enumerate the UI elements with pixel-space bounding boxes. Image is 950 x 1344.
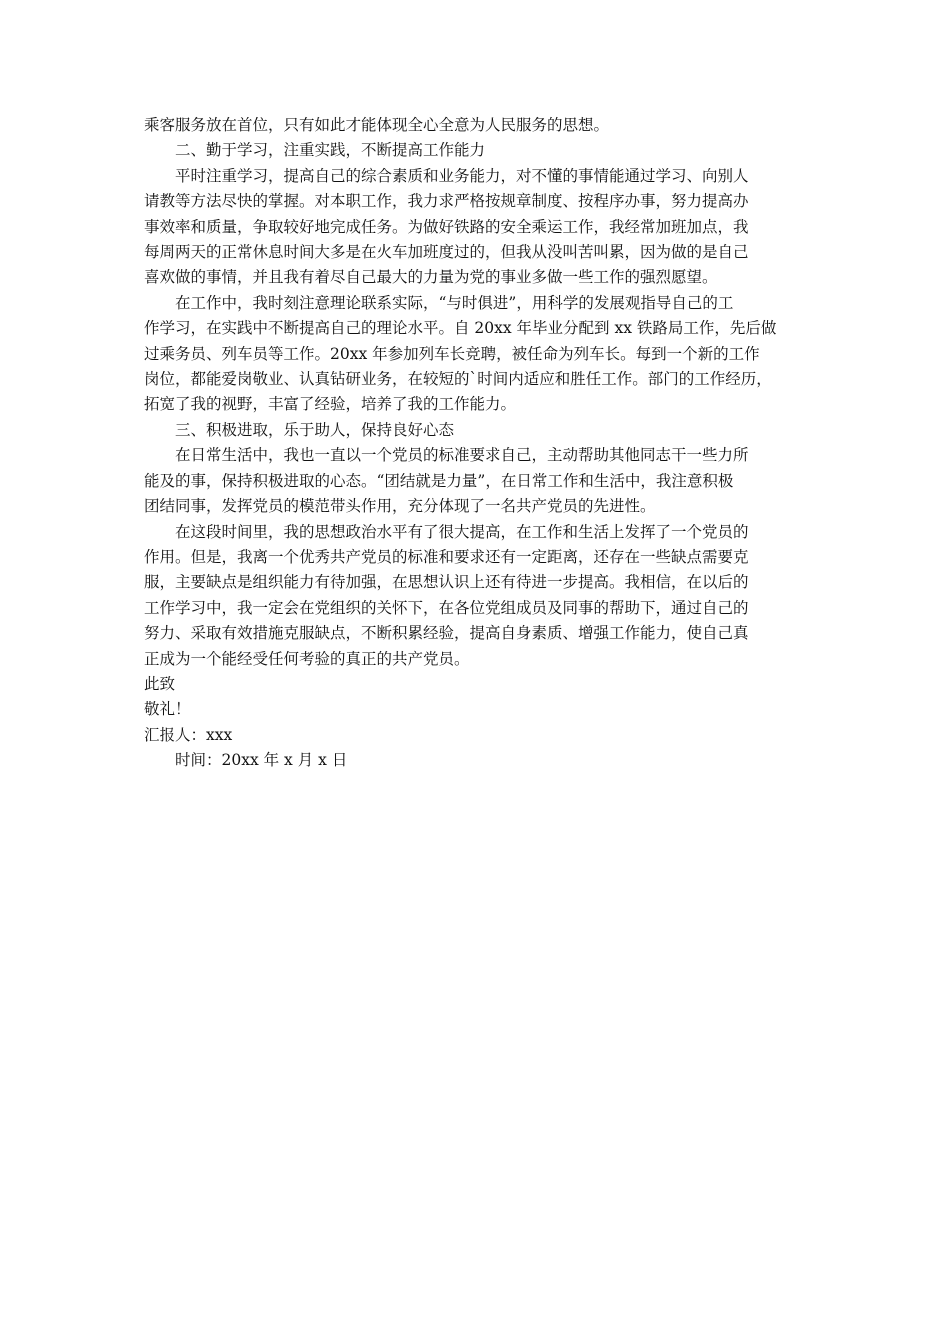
closing-regards	[144, 697, 816, 722]
paragraph-intro	[144, 113, 816, 138]
section-heading-2	[144, 138, 816, 163]
text-line: 服，主要缺点是组织能力有待加强，在思想认识上还有待进一步提高。我相信，在以后的	[144, 573, 749, 592]
reporter-line	[144, 723, 816, 748]
text-line: 在这段时间里，我的思想政治水平有了很大提高，在工作和生活上发挥了一个党员的	[175, 522, 749, 541]
document-page	[144, 113, 816, 774]
text-line: 工作学习中，我一定会在党组织的关怀下，在各位党组成员及同事的帮助下，通过自己的	[144, 598, 749, 617]
text-line: 三、积极进取，乐于助人，保持良好心态	[175, 420, 455, 439]
text-line: 在日常生活中，我也一直以一个党员的标准要求自己，主动帮助其他同志干一些力所	[175, 446, 749, 465]
text-line: 团结同事，发挥党员的模范带头作用，充分体现了一名共产党员的先进性。	[144, 497, 656, 516]
text-line: 岗位，都能爱岗敬业、认真钻研业务，在较短的`时间内适应和胜任工作。部门的工作经历，	[144, 370, 772, 389]
text-line: 作用。但是，我离一个优秀共产党员的标准和要求还有一定距离，还存在一些缺点需要克	[144, 547, 749, 566]
text-line: 作学习，在实践中不断提高自己的理论水平。自 20xx 年毕业分配到 xx 铁路局工作，先后做	[144, 319, 777, 338]
text-line: 努力、采取有效措施克服缺点，不断积累经验，提高自身素质、增强工作能力，使自己真	[144, 624, 749, 643]
text-line: 平时注重学习，提高自己的综合素质和业务能力，对不懂的事情能通过学习、向别人	[175, 166, 749, 185]
closing-salutation	[144, 672, 816, 697]
paragraph-work	[144, 291, 816, 418]
paragraph-study	[144, 164, 816, 291]
paragraph-daily-life	[144, 443, 816, 519]
date-line	[144, 748, 816, 773]
text-line: 正成为一个能经受任何考验的真正的共产党员。	[144, 649, 470, 668]
text-line: 时间：20xx 年 x 月 x 日	[175, 751, 348, 770]
text-line: 请教等方法尽快的掌握。对本职工作，我力求严格按规章制度、按程序办事，努力提高办	[144, 192, 749, 211]
text-line: 事效率和质量，争取较好地完成任务。为做好铁路的安全乘运工作，我经常加班加点，我	[144, 217, 749, 236]
paragraph-conclusion	[144, 520, 816, 672]
text-line: 能及的事，保持积极进取的心态。“团结就是力量”，在日常工作和生活中，我注意积极	[144, 471, 734, 490]
text-line: 每周两天的正常休息时间大多是在火车加班度过的，但我从没叫苦叫累，因为做的是自己	[144, 243, 749, 262]
text-line: 汇报人：xxx	[144, 725, 233, 744]
text-line: 拓宽了我的视野，丰富了经验，培养了我的工作能力。	[144, 395, 517, 414]
text-line: 二、勤于学习，注重实践，不断提高工作能力	[175, 141, 486, 160]
text-line: 过乘务员、列车员等工作。20xx 年参加列车长竞聘，被任命为列车长。每到一个新的工作	[144, 344, 760, 363]
text-line: 此致	[144, 674, 176, 693]
text-line: 喜欢做的事情，并且我有着尽自己最大的力量为党的事业多做一些工作的强烈愿望。	[144, 268, 718, 287]
text-line: 在工作中，我时刻注意理论联系实际，“与时俱进”，用科学的发展观指导自己的工	[175, 293, 734, 312]
text-line: 敬礼！	[144, 700, 191, 719]
text-line: 乘客服务放在首位，只有如此才能体现全心全意为人民服务的思想。	[144, 116, 610, 134]
section-heading-3	[144, 418, 816, 443]
